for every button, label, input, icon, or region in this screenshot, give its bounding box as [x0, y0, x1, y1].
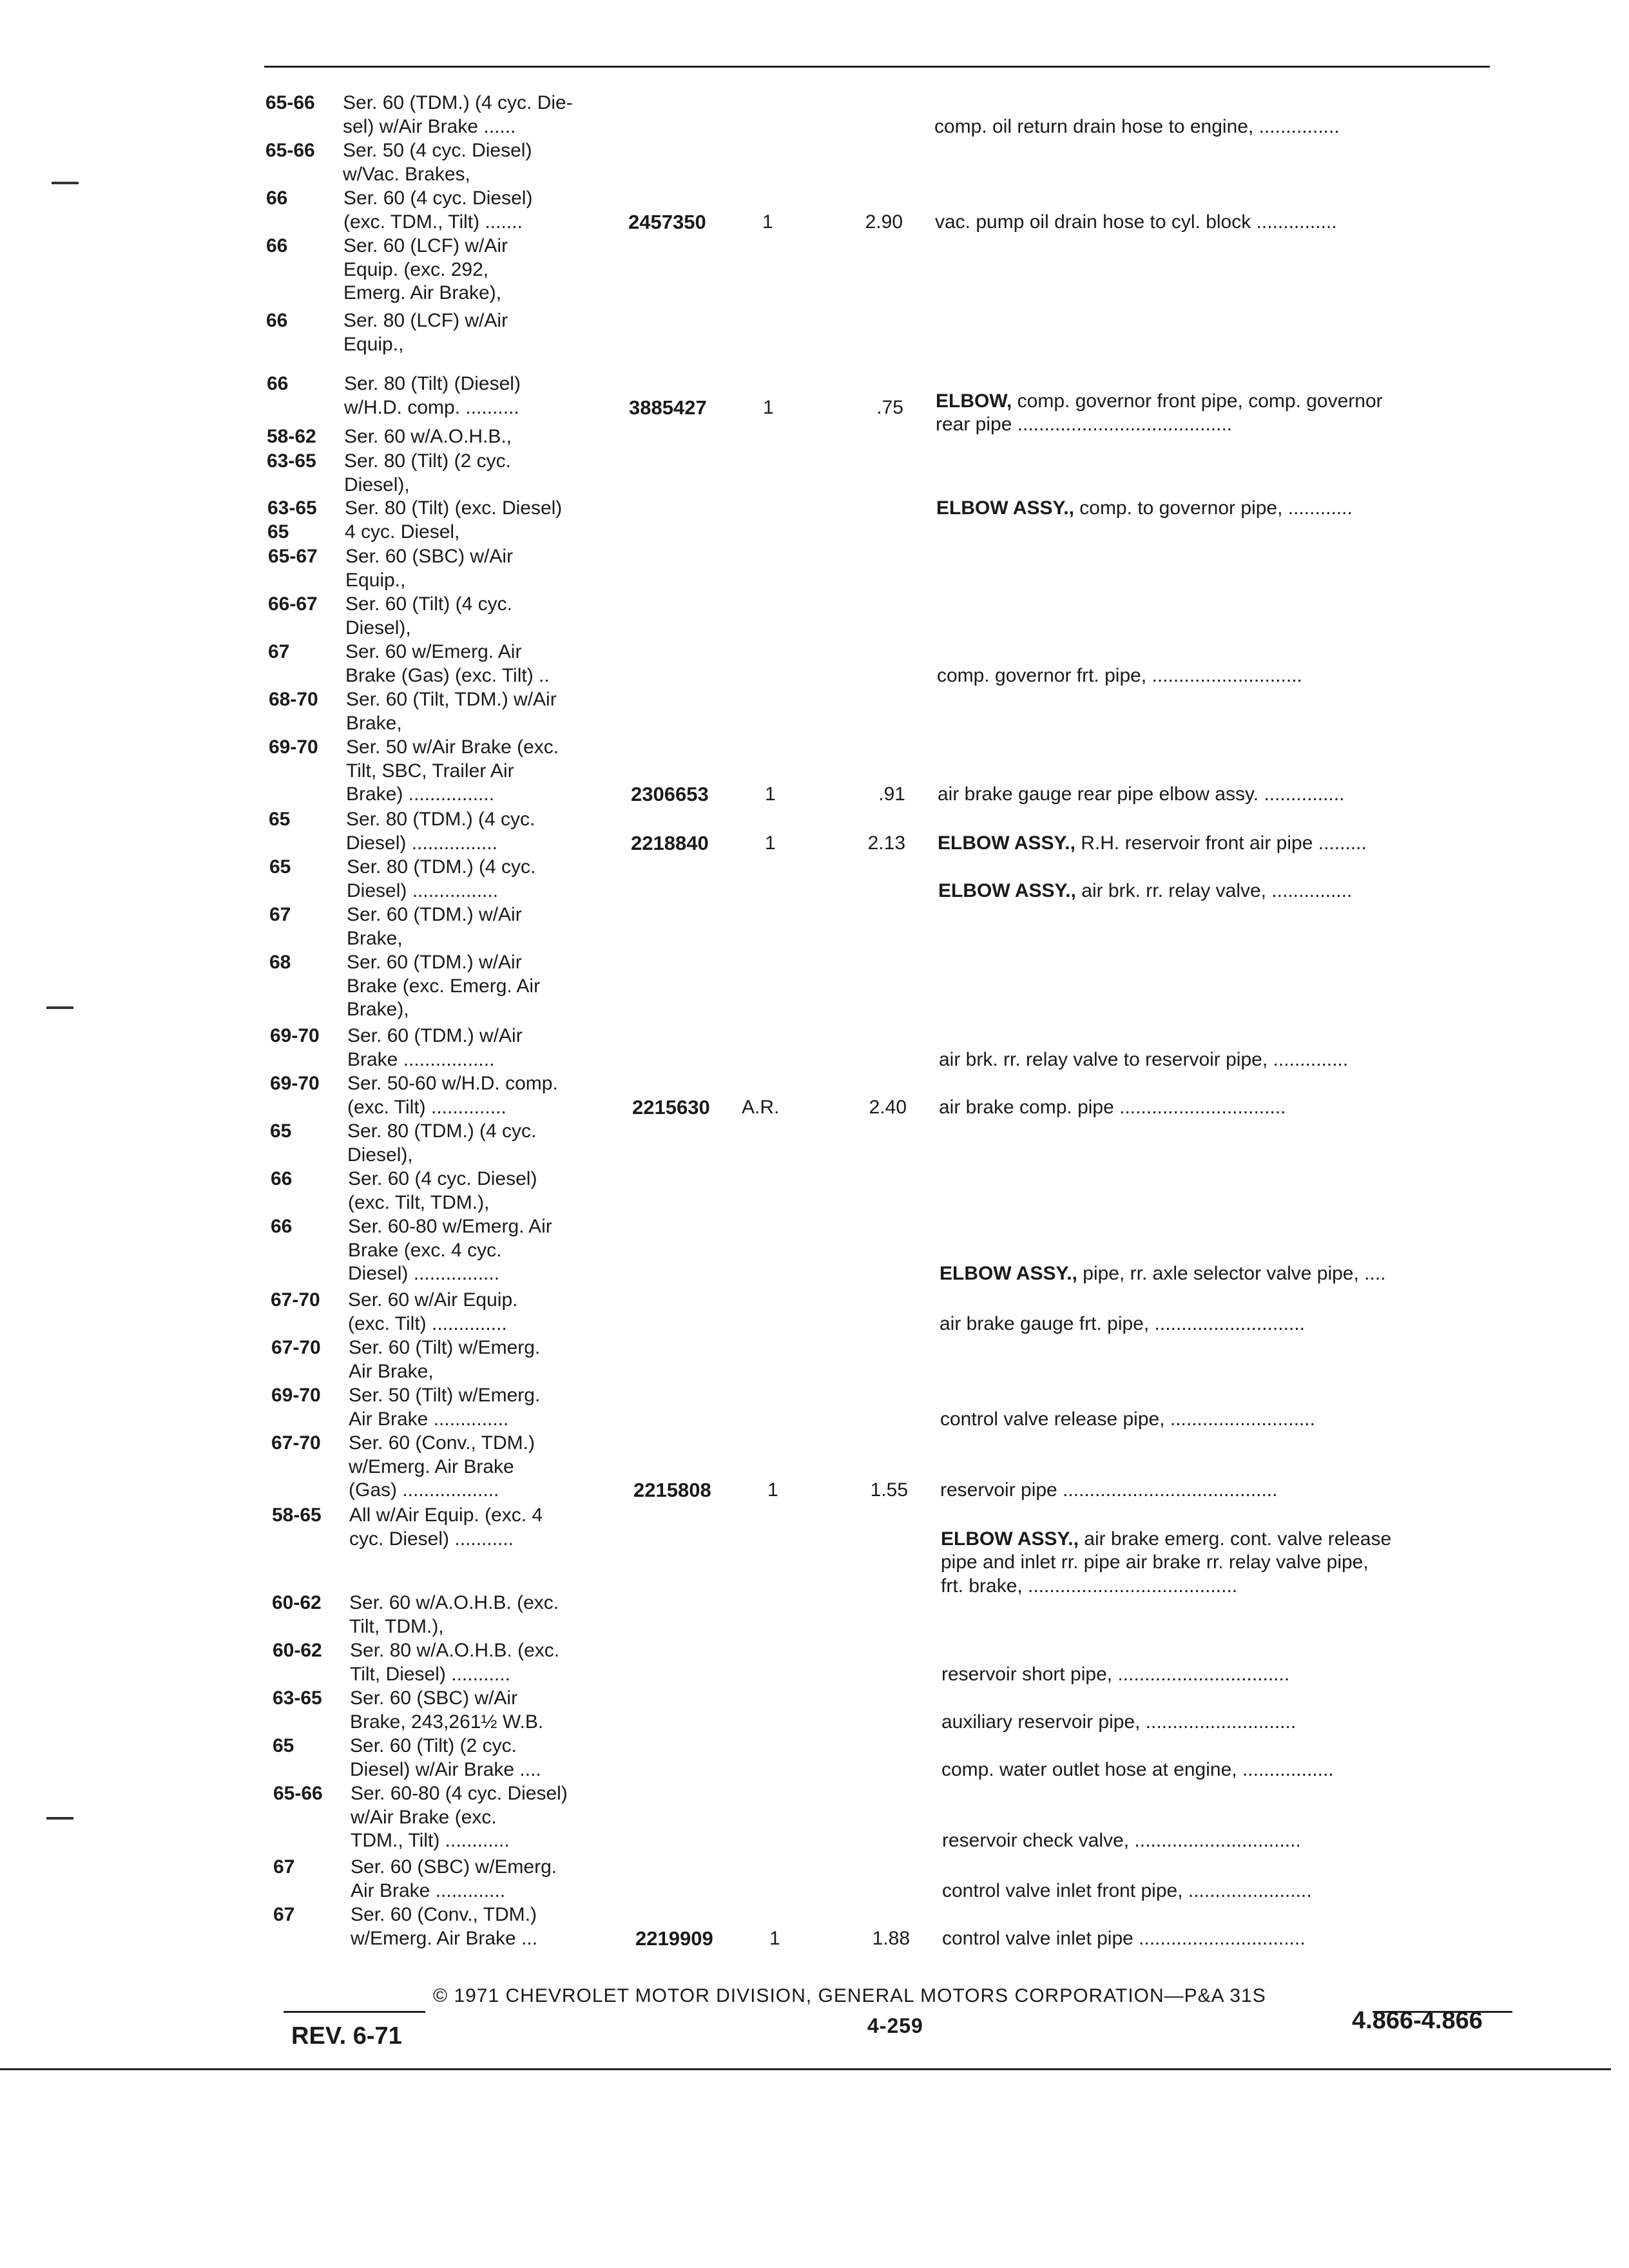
margin-mark-3 — [46, 1817, 73, 1820]
row-application: Ser. 60 (4 cyc. Diesel) (exc. Tilt, TDM.), — [348, 1168, 537, 1213]
row-application: Ser. 80 (TDM.) (4 cyc. Diesel) ................ — [346, 809, 535, 854]
description-text: air brk. rr. relay valve, ............... — [1075, 879, 1353, 901]
row-quantity: 1 — [767, 1479, 778, 1501]
row-description — [940, 1262, 1507, 1286]
row-quantity: 1 — [765, 783, 776, 805]
footer-rule-left — [284, 2011, 425, 2013]
row-years: 63-65 — [267, 450, 316, 472]
row-years: 67-70 — [271, 1432, 321, 1454]
row-years: 66 — [267, 373, 289, 394]
row-description — [939, 1096, 1506, 1120]
row-application: Ser. 60 (Conv., TDM.) w/Emerg. Air Brake (Gas) .................. — [349, 1432, 535, 1501]
description-text: control valve inlet front pipe, ....................... — [942, 1879, 1312, 1901]
row-years: 66 — [266, 187, 288, 209]
row-application: Ser. 60-80 w/Emerg. Air Brake (exc. 4 cyc. Diesel) ................ — [348, 1216, 552, 1284]
row-years: 65-66 — [265, 92, 315, 113]
description-text: reservoir short pipe, ................................ — [941, 1663, 1290, 1685]
row-application: Ser. 80 w/A.O.H.B. (exc. Tilt, Diesel) ........... — [350, 1640, 560, 1685]
description-heading: ELBOW, — [936, 390, 1012, 412]
row-application: Ser. 60 (SBC) w/Air Brake, 243,261½ W.B. — [350, 1687, 544, 1733]
row-description — [940, 1312, 1507, 1336]
row-years: 67 — [268, 641, 290, 662]
row-application: Ser. 60 w/A.O.H.B. (exc. Tilt, TDM.), — [349, 1592, 559, 1637]
revision-label: REV. 6-71 — [291, 2023, 402, 2050]
row-application: Ser. 50 w/Air Brake (exc. Tilt, SBC, Trailer Air Brake) ................ — [346, 736, 559, 805]
row-years: 67-70 — [271, 1337, 321, 1358]
row-description — [940, 1479, 1507, 1503]
row-description — [936, 497, 1503, 521]
description-text: comp. governor front pipe, comp. governor rear pipe ........................................ — [936, 390, 1383, 435]
description-text: air brake gauge frt. pipe, ............................ — [940, 1312, 1305, 1334]
row-years: 67 — [273, 1856, 295, 1878]
description-text: comp. oil return drain hose to engine, ............... — [934, 115, 1340, 137]
row-application: Ser. 60 (TDM.) w/Air Brake (exc. Emerg. Air Brake), — [347, 952, 541, 1020]
row-application: All w/Air Equip. (exc. 4 cyc. Diesel) ........... — [349, 1504, 543, 1550]
description-text: control valve release pipe, ........................... — [940, 1408, 1315, 1430]
row-application: Ser. 60 (Tilt) (2 cyc. Diesel) w/Air Brake .... — [350, 1735, 541, 1780]
row-description — [942, 1879, 1509, 1903]
description-heading: ELBOW ASSY., — [941, 1528, 1079, 1550]
row-part-number: 2457350 — [628, 210, 706, 233]
row-application: Ser. 80 (Tilt) (exc. Diesel) — [345, 497, 563, 519]
description-text: air brake gauge rear pipe elbow assy. ............... — [938, 783, 1345, 805]
description-text: air brake emerg. cont. valve release pipe and inlet rr. pipe air brake rr. relay valve pipe, frt. brake, ....................................... — [941, 1528, 1392, 1597]
top-rule — [264, 66, 1490, 68]
description-text: control valve inlet pipe ............................... — [942, 1927, 1306, 1949]
row-quantity: 1 — [765, 832, 776, 854]
row-application: Ser. 60 (SBC) w/Air Equip., — [345, 546, 514, 591]
row-quantity: 1 — [762, 211, 773, 233]
row-price: 2.13 — [867, 832, 905, 854]
row-description — [941, 1711, 1509, 1735]
row-years: 68-70 — [269, 689, 318, 710]
row-years: 65-66 — [265, 140, 315, 161]
row-description — [941, 1663, 1509, 1687]
row-application: Ser. 60 (Tilt, TDM.) w/Air Brake, — [346, 689, 557, 734]
row-years: 68 — [269, 952, 291, 973]
row-years: 69-70 — [269, 736, 318, 758]
row-application: Ser. 60 (Tilt) (4 cyc. Diesel), — [345, 593, 512, 639]
row-years: 69-70 — [270, 1073, 320, 1094]
row-application: Ser. 60 (TDM.) w/Air Brake, — [347, 904, 522, 949]
row-application: Ser. 80 (Tilt) (Diesel) w/H.D. comp. .......... — [344, 373, 521, 418]
row-application: 4 cyc. Diesel, — [345, 521, 460, 543]
row-price: .75 — [876, 396, 903, 418]
row-years: 65 — [270, 1120, 292, 1142]
row-application: Ser. 60 (TDM.) (4 cyc. Die- sel) w/Air Brake ...... — [343, 92, 573, 137]
row-price: .91 — [878, 783, 905, 805]
row-price: 2.90 — [865, 211, 903, 233]
row-years: 58-65 — [272, 1504, 322, 1526]
row-quantity: 1 — [769, 1927, 780, 1949]
description-text: comp. governor frt. pipe, ............................ — [937, 664, 1302, 686]
description-heading: ELBOW ASSY., — [936, 497, 1074, 519]
row-price: 1.55 — [870, 1479, 908, 1501]
description-heading: ELBOW ASSY., — [938, 879, 1076, 901]
description-text: reservoir pipe ........................................ — [940, 1479, 1278, 1501]
row-description — [936, 390, 1503, 437]
row-years: 63-65 — [267, 497, 317, 519]
row-application: Ser. 60 (Tilt) w/Emerg. Air Brake, — [349, 1337, 541, 1382]
row-application: Ser. 80 (TDM.) (4 cyc. Diesel), — [347, 1120, 537, 1166]
description-text: air brk. rr. relay valve to reservoir pipe, .............. — [939, 1048, 1349, 1070]
row-application: Ser. 50 (Tilt) w/Emerg. Air Brake .............. — [349, 1385, 541, 1430]
row-part-number: 2215630 — [632, 1095, 710, 1119]
row-description — [939, 1048, 1506, 1072]
row-application: Ser. 60-80 (4 cyc. Diesel) w/Air Brake (exc. TDM., Tilt) ............ — [351, 1783, 568, 1851]
row-price: 2.40 — [869, 1096, 907, 1118]
row-years: 66 — [266, 310, 288, 331]
description-text: comp. water outlet hose at engine, ................. — [941, 1758, 1334, 1780]
row-years: 58-62 — [267, 426, 316, 447]
row-years: 67-70 — [271, 1289, 320, 1311]
row-years: 65-67 — [268, 546, 318, 567]
row-description — [935, 211, 1502, 235]
row-years: 65 — [269, 856, 291, 878]
bottom-rule — [0, 2068, 1611, 2070]
row-application: Ser. 60 (LCF) w/Air Equip. (exc. 292, Emerg. Air Brake), — [343, 235, 508, 303]
row-application: Ser. 60 (SBC) w/Emerg. Air Brake ............. — [351, 1856, 557, 1901]
row-application: Ser. 80 (TDM.) (4 cyc. Diesel) ................ — [347, 856, 536, 901]
page-number: 4-259 — [867, 2014, 923, 2037]
row-years: 66-67 — [268, 593, 318, 615]
description-text: vac. pump oil drain hose to cyl. block ............... — [935, 211, 1337, 233]
description-text: R.H. reservoir front air pipe ......... — [1075, 832, 1367, 854]
margin-mark-2 — [46, 1006, 73, 1009]
row-years: 60-62 — [273, 1640, 322, 1661]
row-application: Ser. 60 (TDM.) w/Air Brake ................. — [347, 1025, 523, 1070]
description-text: auxiliary reservoir pipe, ............................ — [941, 1711, 1296, 1733]
description-heading: ELBOW ASSY., — [940, 1263, 1077, 1284]
row-description — [942, 1829, 1509, 1853]
description-text: air brake comp. pipe ............................... — [939, 1096, 1286, 1118]
row-quantity: A.R. — [742, 1096, 780, 1118]
row-description — [938, 879, 1505, 903]
row-years: 67 — [269, 904, 291, 925]
row-part-number: 3885427 — [629, 396, 707, 419]
row-years: 60-62 — [272, 1592, 322, 1613]
row-years: 66 — [271, 1168, 293, 1189]
row-description — [941, 1528, 1508, 1599]
row-application: Ser. 80 (Tilt) (2 cyc. Diesel), — [344, 450, 511, 495]
description-text: comp. to governor pipe, ............ — [1074, 497, 1353, 519]
row-application: Ser. 60 (Conv., TDM.) w/Emerg. Air Brake ... — [351, 1904, 538, 1949]
row-years: 65 — [273, 1735, 294, 1756]
row-years: 66 — [271, 1216, 293, 1237]
row-years: 69-70 — [270, 1025, 320, 1046]
row-description — [942, 1927, 1509, 1951]
row-years: 65 — [269, 809, 291, 830]
copyright-line: © 1971 CHEVROLET MOTOR DIVISION, GENERAL MOTORS CORPORATION—P&A 31S — [433, 1985, 1266, 2006]
row-application: Ser. 60 w/Air Equip. (exc. Tilt) .............. — [348, 1289, 518, 1334]
description-text: pipe, rr. axle selector valve pipe, .... — [1077, 1263, 1386, 1284]
row-quantity: 1 — [763, 396, 774, 418]
row-price: 1.88 — [872, 1927, 910, 1949]
row-description — [940, 1408, 1507, 1432]
row-part-number: 2215808 — [633, 1479, 711, 1501]
row-application: Ser. 60 w/Emerg. Air Brake (Gas) (exc. Tilt) .. — [345, 641, 550, 686]
row-description — [941, 1758, 1509, 1782]
group-number: 4.866-4.866 — [1352, 2007, 1483, 2034]
description-heading: ELBOW ASSY., — [938, 832, 1075, 854]
row-description — [938, 832, 1505, 856]
row-part-number: 2306653 — [631, 783, 709, 805]
row-years: 65-66 — [273, 1783, 323, 1804]
row-years: 69-70 — [271, 1385, 321, 1406]
margin-mark-1 — [52, 182, 79, 184]
description-text: reservoir check valve, ............................... — [942, 1830, 1301, 1851]
row-application: Ser. 80 (LCF) w/Air Equip., — [343, 310, 508, 355]
row-part-number: 2219909 — [635, 1927, 713, 1950]
row-years: 66 — [266, 235, 288, 256]
row-years: 63-65 — [273, 1687, 322, 1709]
row-application: Ser. 50 (4 cyc. Diesel) w/Vac. Brakes, — [343, 140, 532, 185]
row-description — [938, 783, 1505, 807]
row-years: 67 — [273, 1904, 295, 1925]
row-description — [934, 115, 1501, 139]
row-application: Ser. 50-60 w/H.D. comp. (exc. Tilt) .............. — [347, 1073, 558, 1118]
row-application: Ser. 60 (4 cyc. Diesel) (exc. TDM., Tilt) ....... — [343, 187, 533, 233]
row-part-number: 2218840 — [631, 831, 709, 854]
row-description — [937, 664, 1504, 688]
row-application: Ser. 60 w/A.O.H.B., — [344, 426, 512, 447]
row-years: 65 — [267, 521, 289, 543]
